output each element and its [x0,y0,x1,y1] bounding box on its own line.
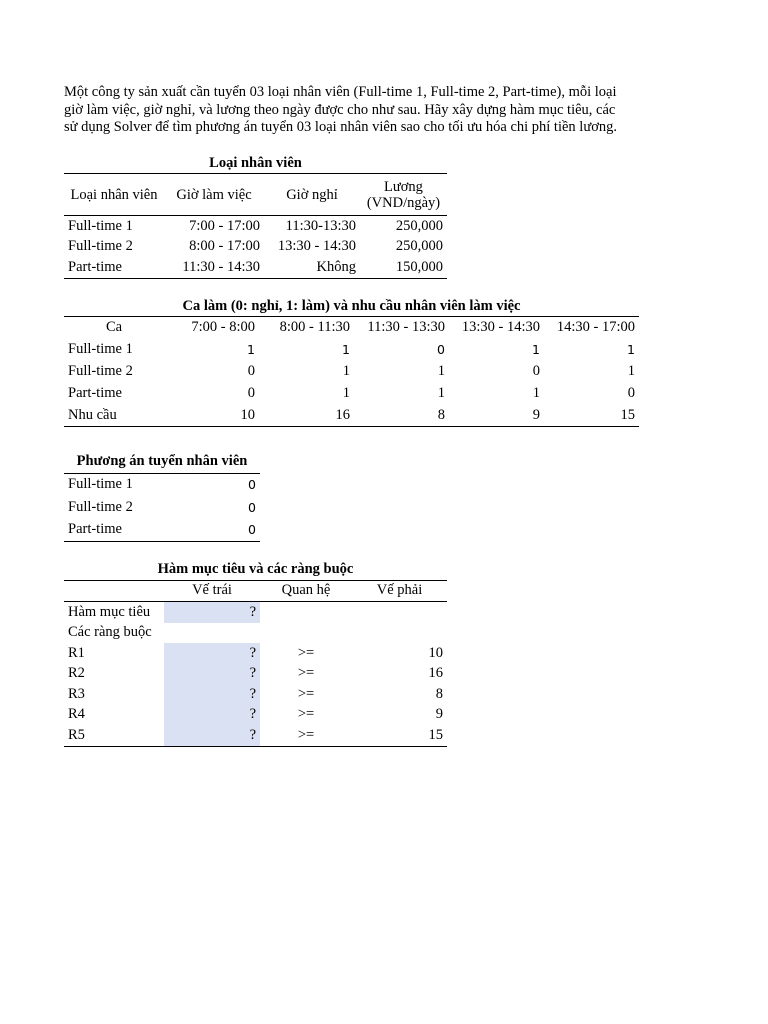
cell[interactable]: 0 [437,341,445,357]
header-cell[interactable]: Giờ nghỉ [286,186,338,203]
cell[interactable]: 10 [240,406,255,423]
cell[interactable]: 1 [532,341,540,357]
cell[interactable] [352,623,447,644]
decision-variable-cell[interactable]: 0 [248,477,256,493]
table-row [64,473,260,496]
cell[interactable]: 1 [342,341,350,357]
table-header-row [64,580,447,602]
cell[interactable]: >= [297,665,315,682]
constraint-row [64,705,447,726]
header-cell[interactable]: Quan hệ [281,582,331,599]
constraints-label-row [64,623,447,644]
cell[interactable]: R3 [68,685,85,702]
header-cell[interactable]: Vế trái [192,582,232,599]
cell[interactable]: 8:00 - 17:00 [189,238,260,255]
cell[interactable]: Full-time 2 [68,498,133,515]
constraint-left-cell[interactable]: ? [164,643,260,664]
cell[interactable]: 1 [437,362,445,379]
cell[interactable]: Part-time [68,258,122,275]
header-cell[interactable]: 13:30 - 14:30 [461,319,540,335]
shifts-title: Ca làm (0: nghỉ, 1: làm) và nhu cầu nhân viên làm việc [182,297,521,314]
cell[interactable]: 8 [437,406,445,423]
cell[interactable]: >= [297,644,315,661]
table-header-row [64,174,447,216]
cell[interactable]: 1 [437,384,445,401]
cell[interactable]: 1 [342,384,350,401]
cell[interactable]: R4 [68,706,85,723]
cell[interactable]: Full-time 1 [68,476,133,493]
cell[interactable]: Không [316,258,356,275]
cell[interactable]: 1 [247,341,255,357]
decision-variable-cell[interactable]: 0 [248,499,256,515]
cell[interactable]: 1 [532,384,540,401]
cell[interactable]: Full-time 1 [68,217,133,234]
cell[interactable]: R2 [68,665,85,682]
header-cell[interactable]: 14:30 - 17:00 [556,319,635,335]
cell[interactable]: 11:30-13:30 [285,217,356,234]
cell[interactable]: 8 [435,685,443,702]
objective-constraints-table [64,559,447,747]
salary-header-line1: Lương [384,178,423,195]
table-row [64,338,639,360]
hiring-plan-table [64,450,260,542]
objective-title: Hàm mục tiêu và các ràng buộc [157,560,354,577]
cell[interactable]: 1 [342,362,350,379]
cell[interactable]: 16 [428,665,443,682]
cell[interactable]: 15 [620,406,635,423]
cell[interactable]: 150,000 [395,258,443,275]
cell[interactable] [260,602,352,623]
cell[interactable]: 0 [532,362,540,379]
cell[interactable]: Nhu cầu [68,406,117,423]
cell[interactable]: Full-time 1 [68,340,133,357]
header-cell[interactable]: Giờ làm việc [176,186,252,203]
description-line-1: Một công ty sản xuất cần tuyển 03 loại nhân viên (Full-time 1, Full-time 2, Part-time), mỗi loại [64,84,617,100]
salary-header-line2: (VND/ngày) [366,194,441,211]
header-cell[interactable]: 7:00 - 8:00 [191,319,255,335]
header-cell[interactable] [64,580,164,602]
table-row [64,360,639,382]
cell[interactable]: Hàm mục tiêu [68,603,151,620]
cell[interactable]: >= [297,685,315,702]
cell[interactable]: Full-time 2 [68,238,133,255]
cell[interactable]: 10 [428,644,443,661]
constraint-row [64,664,447,685]
cell[interactable]: 11:30 - 14:30 [182,258,260,275]
table-row [64,237,447,258]
cell[interactable]: Full-time 2 [68,362,133,379]
cell[interactable]: 16 [335,406,350,423]
cell[interactable]: 1 [627,362,635,379]
cell[interactable]: 250,000 [395,217,443,234]
constraint-left-cell[interactable]: ? [164,705,260,726]
constraint-left-cell[interactable]: ? [164,684,260,705]
objective-row [64,602,447,623]
cell[interactable]: >= [297,726,315,743]
constraint-row [64,643,447,664]
constraint-left-cell[interactable]: ? [164,725,260,746]
problem-description [64,84,644,137]
constraint-left-cell[interactable]: ? [164,664,260,685]
cell[interactable]: 9 [435,706,443,723]
description-line-3: sử dụng Solver để tìm phương án tuyển 03 loại nhân viên sao cho tối ưu hóa chi phí tiền lương. [64,119,617,135]
cell[interactable]: R5 [68,726,85,743]
header-cell-salary[interactable] [360,174,447,216]
cell[interactable]: 9 [532,406,540,423]
table-header-row [64,317,639,339]
header-cell[interactable]: Loại nhân viên [70,186,158,203]
shifts-table [64,296,639,427]
cell[interactable]: Các ràng buộc [68,624,152,641]
objective-value-cell[interactable]: ? [164,602,260,623]
cell[interactable]: 1 [627,341,635,357]
table-row [64,382,639,404]
constraint-row [64,725,447,746]
header-cell[interactable]: Vế phải [376,582,423,599]
employee-types-title: Loại nhân viên [209,155,302,171]
cell[interactable]: 15 [428,726,443,743]
cell[interactable]: Part-time [68,521,122,538]
table-row [64,496,260,519]
cell[interactable] [164,623,260,644]
header-cell[interactable]: 8:00 - 11:30 [279,319,350,335]
table-row [64,519,260,542]
cell[interactable] [352,602,447,623]
employee-types-table [64,154,447,279]
description-line-2: giờ làm việc, giờ nghỉ, và lương theo ngày được cho như sau. Hãy xây dựng hàm mục tiêu, các [64,101,616,118]
cell[interactable]: 250,000 [395,238,443,255]
cell[interactable]: 13:30 - 14:30 [277,238,356,255]
cell[interactable]: 0 [247,362,255,379]
cell[interactable]: Part-time [68,384,122,401]
table-row [64,216,447,237]
cell[interactable]: R1 [68,644,85,661]
table-row-demand [64,404,639,427]
decision-variable-cell[interactable]: 0 [248,522,256,538]
table-row [64,257,447,278]
cell[interactable]: 7:00 - 17:00 [189,217,260,234]
cell[interactable]: >= [297,706,315,723]
hiring-plan-title: Phương án tuyển nhân viên [76,452,248,469]
header-cell[interactable]: Ca [105,319,123,335]
constraint-row [64,684,447,705]
cell[interactable] [260,623,352,644]
header-cell[interactable]: 11:30 - 13:30 [367,319,445,335]
cell[interactable]: 0 [627,384,635,401]
cell[interactable]: 0 [247,384,255,401]
